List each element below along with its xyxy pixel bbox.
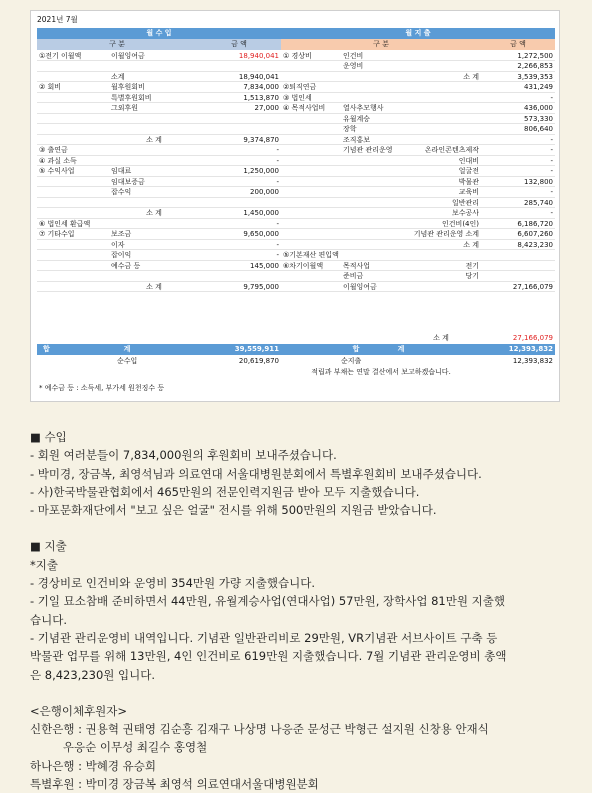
income-category: ⑤ 수익사업	[39, 167, 75, 175]
net-income-value: 20,619,870	[238, 357, 279, 365]
income-item: 특별후원회비	[111, 93, 152, 102]
income-row	[37, 250, 281, 261]
expense-subitem: 인대비	[458, 156, 479, 165]
income-item: 소계	[111, 72, 125, 81]
income-col-amount: 금 액	[231, 40, 247, 48]
income-col-gubun: 구 분	[109, 40, 125, 48]
expense-category: ⑥차기이월액	[283, 261, 324, 270]
income-category: ③ 출연금	[39, 146, 68, 154]
expense-row	[281, 61, 555, 72]
expense-amount: 285,740	[524, 198, 553, 207]
expense-subitem: 인건비(4인)	[442, 219, 479, 228]
income-category: ⑦ 기타수입	[39, 230, 75, 238]
income-amount: 18,940,041	[238, 51, 279, 60]
expense-item: 이월잉여금	[343, 282, 377, 291]
sheet-month: 2021년 7월	[37, 15, 78, 24]
income-amount: 200,000	[250, 188, 279, 196]
income-line: - 박미경, 장금복, 최영석님과 의료연대 서울대병원분회에서 특별후원회비 보내주셨습니다.	[30, 466, 482, 481]
income-amount: 9,374,870	[243, 135, 279, 144]
expense-row	[281, 156, 555, 167]
expense-amount: 436,000	[524, 104, 553, 112]
donor-line: 우응순 이무성 최길수 홍영철	[30, 740, 208, 755]
income-total-label-2: 계	[123, 345, 131, 353]
income-category: ⑥ 법인세 환급액	[39, 219, 91, 228]
expense-row	[281, 72, 555, 83]
income-total-row	[37, 344, 281, 355]
income-row	[37, 198, 281, 209]
net-expense-row	[281, 356, 555, 367]
income-item: 보조금	[111, 230, 132, 238]
income-item: 이자	[111, 240, 125, 249]
expense-item: 열사추모행사	[343, 104, 384, 112]
income-amount: 1,250,000	[243, 167, 279, 175]
expense-row	[281, 229, 555, 240]
income-row	[37, 240, 281, 251]
income-row	[37, 271, 281, 282]
income-item: 잡수익	[111, 188, 132, 196]
income-item: 소 계	[146, 209, 162, 217]
expense-subitem: 얼굴전	[458, 167, 479, 175]
income-row	[37, 261, 281, 272]
expense-subitem: 전기	[465, 261, 479, 270]
expense-subheading: *지출	[30, 557, 58, 572]
expense-amount: 806,640	[524, 125, 553, 133]
expense-row	[281, 271, 555, 282]
expense-amount: 132,800	[524, 177, 553, 186]
income-item: 임대보증금	[111, 177, 145, 186]
income-row	[37, 135, 281, 146]
income-amount: 1,450,000	[243, 209, 279, 217]
income-line: - 회원 여러분들이 7,834,000원의 후원회비 보내주셨습니다.	[30, 448, 337, 463]
income-title: 월 수 입	[146, 29, 172, 37]
income-amount: 27,000	[254, 104, 279, 112]
sheet-footnote: 적립과 부채는 연말 결산에서 보고하겠습니다.	[311, 368, 451, 376]
net-income-label: 순수입	[117, 357, 138, 365]
sheet-note: * 예수금 등 : 소득세, 부가세 원천징수 등	[39, 384, 165, 392]
expense-subitem: 박물관	[458, 177, 479, 186]
budget-sheet-image	[30, 10, 560, 402]
expense-item: 인건비	[343, 51, 364, 60]
expense-amount: 27,166,079	[512, 282, 553, 291]
income-row	[37, 156, 281, 167]
income-amount: -	[276, 240, 279, 249]
expense-row	[281, 145, 555, 156]
expense-amount: 573,330	[524, 114, 553, 123]
income-item: 월후원회비	[111, 83, 145, 91]
expense-total-label-2: 계	[397, 345, 405, 353]
income-row	[37, 229, 281, 240]
expense-line: 은 8,423,230원 입니다.	[30, 667, 156, 682]
expense-line: - 경상비로 인건비와 운영비 354만원 가량 지출했습니다.	[30, 576, 315, 591]
expense-item: 장학	[343, 125, 357, 133]
income-row	[37, 187, 281, 198]
expense-final-subtotal-row	[281, 333, 555, 344]
income-row	[37, 208, 281, 219]
expense-subitem: 소 계	[463, 72, 479, 81]
income-row	[37, 282, 281, 293]
footnote-row	[281, 367, 555, 378]
income-amount: 145,000	[250, 261, 279, 270]
donor-line: 하나은행 : 박혜경 유승희	[30, 758, 156, 773]
expense-col-gubun: 구 분	[373, 40, 389, 48]
report-text	[30, 428, 570, 793]
expense-item: 목적사업	[343, 261, 371, 270]
expense-line: 습니다.	[30, 612, 67, 627]
income-total-label-1: 합	[43, 345, 50, 353]
income-amount: 18,940,041	[238, 72, 279, 81]
expense-amount: -	[550, 146, 553, 154]
net-expense-value: 12,393,832	[512, 357, 553, 365]
expense-col-amount: 금 액	[510, 40, 526, 48]
expense-subitem: 교육비	[458, 188, 479, 196]
expense-category: ④ 목적사업비	[283, 104, 326, 112]
expense-amount: -	[550, 93, 553, 102]
income-amount: 7,834,000	[243, 83, 279, 91]
expense-item: 기념관 관리운영	[343, 146, 393, 154]
expense-row	[281, 198, 555, 209]
income-amount: 9,795,000	[243, 282, 279, 291]
income-amount: 9,650,000	[243, 230, 279, 238]
income-amount: -	[276, 156, 279, 165]
income-row	[37, 177, 281, 188]
expense-amount: 6,607,260	[517, 230, 553, 238]
income-item: 소 계	[146, 282, 162, 291]
expense-amount: -	[550, 156, 553, 165]
expense-row	[281, 166, 555, 177]
expense-title-band	[281, 28, 555, 39]
expense-amount: -	[550, 135, 553, 144]
expense-row	[281, 103, 555, 114]
income-item: 잡이익	[111, 251, 132, 259]
expense-amount: 2,266,853	[517, 62, 553, 70]
expense-amount: -	[550, 188, 553, 196]
income-line: - 사)한국박물관협회에서 465만원의 전문인력지원금 받아 모두 지출했습니다.	[30, 484, 420, 499]
income-amount: -	[276, 219, 279, 228]
income-item: 이월잉여금	[111, 51, 145, 60]
expense-item: 조직홍보	[343, 135, 371, 144]
expense-row	[281, 124, 555, 135]
donor-line: 특별후원 : 박미경 장금복 최영석 의료연대서울대병원분회	[30, 777, 319, 792]
expense-row	[281, 177, 555, 188]
income-amount: -	[276, 146, 279, 154]
income-row	[37, 93, 281, 104]
income-category: ①전기 이월액	[39, 51, 82, 60]
expense-category: ① 경상비	[283, 51, 312, 60]
expense-item: 운영비	[343, 62, 364, 70]
net-income-row	[37, 356, 281, 367]
expense-total-value: 12,393,832	[508, 345, 553, 353]
expense-row	[281, 208, 555, 219]
expense-row	[281, 261, 555, 272]
expense-row	[281, 51, 555, 62]
income-row	[37, 82, 281, 93]
income-row	[37, 219, 281, 230]
donor-heading: <은행이체후원자>	[30, 703, 128, 718]
income-heading: ■ 수입	[30, 430, 67, 444]
income-item: 임대료	[111, 167, 132, 175]
income-row	[37, 72, 281, 83]
income-row	[37, 61, 281, 72]
expense-category: ⑤기본재산 편입액	[283, 251, 339, 259]
expense-amount: -	[550, 209, 553, 217]
expense-final-subtotal-value: 27,166,079	[512, 334, 553, 342]
income-category: ② 회비	[39, 83, 62, 91]
expense-subitem: 일반관리	[451, 198, 479, 207]
income-row	[37, 124, 281, 135]
expense-heading: ■ 지출	[30, 539, 67, 554]
expense-category: ②퇴직연금	[283, 83, 317, 91]
expense-amount: 6,186,720	[517, 219, 553, 228]
income-item: 소 계	[146, 135, 162, 144]
expense-item: 유월계승	[343, 114, 371, 123]
income-column-header	[37, 39, 281, 50]
expense-item: 준비금	[343, 272, 364, 280]
expense-amount: 431,249	[524, 83, 553, 91]
donor-line: 신한은행 : 권용혁 권태영 김순흥 김재구 나상명 나응준 문성근 박형근 설지원 신창용 안재식	[30, 722, 489, 737]
expense-line: - 기일 묘소참배 준비하면서 44만원, 유월계승사업(연대사업) 57만원, 장학사업 81만원 지출했	[30, 594, 505, 609]
expense-line: - 기념관 관리운영비 내역입니다. 기념관 일반관리비로 29만원, VR기념관 서브사이트 구축 등	[30, 630, 498, 645]
income-amount: 1,513,870	[243, 93, 279, 102]
expense-amount: -	[550, 167, 553, 175]
expense-row	[281, 282, 555, 293]
expense-row	[281, 114, 555, 125]
net-expense-label: 순지출	[341, 357, 362, 365]
income-row	[37, 51, 281, 62]
income-amount: -	[276, 251, 279, 259]
expense-subitem: 당기	[465, 272, 479, 280]
expense-category: ③ 법인세	[283, 93, 312, 102]
income-row	[37, 103, 281, 114]
income-row	[37, 114, 281, 125]
expense-row	[281, 240, 555, 251]
expense-subitem: 보수공사	[451, 209, 479, 217]
income-line: - 마포문화재단에서 "보고 싶은 얼굴" 전시를 위해 500만원의 지원금 받았습니다.	[30, 503, 437, 518]
income-title-band	[37, 28, 281, 39]
expense-subitem: 소 계	[463, 240, 479, 249]
expense-total-row	[281, 344, 555, 355]
expense-total-label-1: 합	[352, 345, 360, 353]
expense-row	[281, 135, 555, 146]
income-item: 그외후원	[111, 104, 139, 112]
expense-line: 박물관 업무를 위해 13만원, 4인 인건비로 619만원 지출했습니다. 7월 기념관 관리운영비 총액	[30, 649, 507, 664]
expense-amount: 1,272,500	[517, 51, 553, 60]
expense-subitem: 온라인콘텐츠제작	[424, 146, 479, 154]
income-item: 예수금 등	[111, 261, 141, 270]
income-amount: -	[276, 177, 279, 186]
expense-title: 월 지 출	[405, 29, 431, 37]
expense-amount: 3,539,353	[517, 72, 553, 81]
expense-row	[281, 219, 555, 230]
expense-amount: 8,423,230	[517, 240, 553, 249]
expense-final-subtotal-label: 소 계	[433, 334, 449, 342]
income-row	[37, 145, 281, 156]
expense-subitem: 기념관 관리운영 소계	[413, 230, 479, 238]
expense-column-header	[281, 39, 555, 50]
expense-row	[281, 82, 555, 93]
income-category: ④ 과실 소득	[39, 156, 77, 165]
income-total-value: 39,559,911	[234, 345, 279, 353]
expense-row	[281, 250, 555, 261]
expense-row	[281, 187, 555, 198]
expense-row	[281, 93, 555, 104]
income-row	[37, 166, 281, 177]
